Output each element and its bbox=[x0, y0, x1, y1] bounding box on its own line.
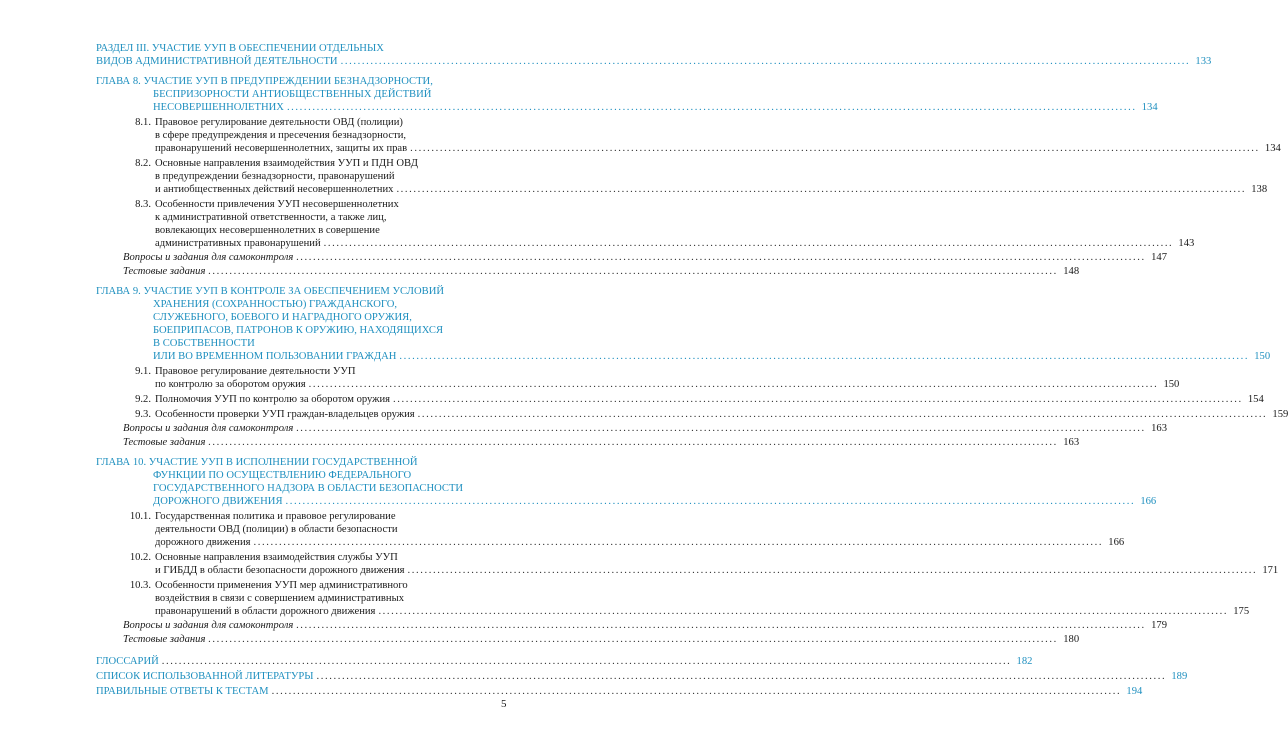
toc-section-8-1[interactable] bbox=[96, 116, 1281, 155]
section-title-line: к административной ответственности, а также лиц, bbox=[155, 212, 387, 223]
toc-chapter-10-tests[interactable] bbox=[96, 633, 1080, 646]
toc-chapter-9[interactable] bbox=[96, 285, 1271, 363]
toc-section-10-3[interactable] bbox=[96, 579, 1250, 618]
tests-page: 148 bbox=[1063, 266, 1080, 277]
section-page: 159 bbox=[1272, 409, 1288, 420]
toc-chapter-8-title-end: НЕСОВЕРШЕННОЛЕТНИХ bbox=[153, 102, 284, 113]
answers-page: 194 bbox=[1126, 686, 1143, 697]
section-title-end: дорожного движения bbox=[155, 537, 251, 548]
section-page: 154 bbox=[1247, 394, 1264, 405]
leader-dots: ........................................................................................................................................................................................................ bbox=[208, 266, 1059, 277]
section-title-line: Особенности привлечения УУП несовершеннолетних bbox=[155, 199, 399, 210]
leader-dots: ........................................................................................................................................................................................................ bbox=[296, 620, 1146, 631]
toc-references[interactable] bbox=[96, 670, 1188, 683]
section-title-line: Правовое регулирование деятельности УУП bbox=[155, 366, 356, 377]
toc-chapter-9-title-end: ИЛИ ВО ВРЕМЕННОМ ПОЛЬЗОВАНИИ ГРАЖДАН bbox=[153, 351, 397, 362]
section-title-end: по контролю за оборотом оружия bbox=[155, 379, 306, 390]
section-page: 143 bbox=[1178, 238, 1195, 249]
toc-chapter-10-title-line: ГОСУДАРСТВЕННОГО НАДЗОРА В ОБЛАСТИ БЕЗОПАСНОСТИ bbox=[153, 483, 464, 494]
questions-page: 179 bbox=[1151, 620, 1167, 631]
toc-part-3-title: РАЗДЕЛ III. УЧАСТИЕ УУП В ОБЕСПЕЧЕНИИ ОТДЕЛЬНЫХ bbox=[96, 43, 384, 54]
section-title-line: Правовое регулирование деятельности ОВД (полиции) bbox=[155, 117, 403, 128]
section-page: 150 bbox=[1163, 379, 1180, 390]
section-title-line: в сфере предупреждения и пресечения безнадзорности, bbox=[155, 130, 407, 141]
section-page: 175 bbox=[1233, 606, 1250, 617]
toc-chapter-8-questions[interactable] bbox=[96, 251, 1167, 264]
tests-label: Тестовые задания bbox=[123, 266, 206, 277]
toc-chapter-10-title-end: ДОРОЖНОГО ДВИЖЕНИЯ bbox=[153, 496, 283, 507]
section-number: 9.3. bbox=[135, 409, 151, 420]
section-title-line: Особенности применения УУП мер административного bbox=[155, 580, 408, 591]
questions-label: Вопросы и задания для самоконтроля bbox=[123, 423, 294, 434]
answers-label: ПРАВИЛЬНЫЕ ОТВЕТЫ К ТЕСТАМ bbox=[96, 686, 269, 697]
toc-section-9-2[interactable] bbox=[96, 393, 1264, 406]
leader-dots: ........................................................................................................................................................................................................ bbox=[208, 437, 1059, 448]
section-page: 134 bbox=[1264, 143, 1281, 154]
toc-chapter-8-title-line: БЕСПРИЗОРНОСТИ АНТИОБЩЕСТВЕННЫХ ДЕЙСТВИЙ bbox=[153, 89, 432, 100]
section-number: 10.2. bbox=[129, 552, 151, 563]
section-number: 9.2. bbox=[135, 394, 151, 405]
toc-chapter-9-questions[interactable] bbox=[96, 422, 1167, 435]
toc-chapter-10-questions[interactable] bbox=[96, 619, 1167, 632]
toc-chapter-8-tests[interactable] bbox=[96, 265, 1080, 278]
section-title-line: Государственная политика и правовое регулирование bbox=[155, 511, 396, 522]
section-number: 10.3. bbox=[129, 580, 151, 591]
section-page: 166 bbox=[1108, 537, 1125, 548]
leader-dots: ........................................................................................................................................................................................................ bbox=[208, 634, 1059, 645]
leader-dots: ........................................................................................................................................................................................................ bbox=[378, 606, 1229, 617]
toc-chapter-8-heading: ГЛАВА 8. УЧАСТИЕ УУП В ПРЕДУПРЕЖДЕНИИ БЕЗНАДЗОРНОСТИ, bbox=[96, 76, 433, 87]
leader-dots: ........................................................................................................................................................................................................ bbox=[407, 565, 1258, 576]
toc-chapter-8[interactable] bbox=[96, 75, 1158, 114]
leader-dots: ........................................................................................................................................................................................................ bbox=[410, 143, 1260, 154]
section-title-end: и ГИБДД в области безопасности дорожного движения bbox=[155, 565, 405, 576]
section-number: 10.1. bbox=[129, 511, 151, 522]
section-number: 8.2. bbox=[135, 158, 151, 169]
glossary-label: ГЛОССАРИЙ bbox=[96, 656, 159, 667]
section-title-line: Основные направления взаимодействия УУП и ПДН ОВД bbox=[155, 158, 418, 169]
section-page: 138 bbox=[1251, 184, 1268, 195]
leader-dots: ........................................................................................................................................................................................................ bbox=[323, 238, 1174, 249]
leader-dots: ........................................................................................................................................................................................................ bbox=[296, 423, 1146, 434]
references-label: СПИСОК ИСПОЛЬЗОВАННОЙ ЛИТЕРАТУРЫ bbox=[96, 671, 314, 682]
section-title-line: деятельности ОВД (полиции) в области безопасности bbox=[155, 524, 398, 535]
leader-dots: ........................................................................................................................................................................................................ bbox=[161, 656, 1012, 667]
section-number: 9.1. bbox=[135, 366, 151, 377]
questions-label: Вопросы и задания для самоконтроля bbox=[123, 252, 294, 263]
toc-chapter-10-page: 166 bbox=[1140, 496, 1157, 507]
toc-chapter-9-heading: ГЛАВА 9. УЧАСТИЕ УУП В КОНТРОЛЕ ЗА ОБЕСПЕЧЕНИЕМ УСЛОВИЙ bbox=[96, 286, 445, 297]
section-title-end: правонарушений несовершеннолетних, защиты их прав bbox=[155, 143, 408, 154]
toc-part-3-page: 133 bbox=[1195, 56, 1212, 67]
leader-dots: ........................................................................................................................................................................................................ bbox=[296, 252, 1146, 263]
questions-page: 147 bbox=[1151, 252, 1167, 263]
section-title-line: Основные направления взаимодействия службы УУП bbox=[155, 552, 398, 563]
toc-part-3[interactable] bbox=[96, 42, 1212, 68]
section-number: 8.1. bbox=[135, 117, 151, 128]
section-title-end: правонарушений в области дорожного движения bbox=[155, 606, 376, 617]
leader-dots: ........................................................................................................................................................................................................ bbox=[285, 496, 1136, 507]
glossary-page: 182 bbox=[1016, 656, 1033, 667]
toc-section-8-2[interactable] bbox=[96, 157, 1268, 196]
leader-dots: ........................................................................................................................................................................................................ bbox=[340, 56, 1191, 67]
leader-dots: ........................................................................................................................................................................................................ bbox=[393, 394, 1243, 405]
section-title-line: воздействия в связи с совершением административных bbox=[155, 593, 405, 604]
toc-chapter-9-title-line: БОЕПРИПАСОВ, ПАТРОНОВ К ОРУЖИЮ, НАХОДЯЩИХСЯ bbox=[153, 325, 444, 336]
page-number: 5 bbox=[501, 698, 507, 710]
section-number: 8.3. bbox=[135, 199, 151, 210]
toc-answers[interactable] bbox=[96, 685, 1143, 698]
toc-chapter-10[interactable] bbox=[96, 456, 1157, 508]
toc-chapter-9-tests[interactable] bbox=[96, 436, 1080, 449]
toc-chapter-10-title-line: ФУНКЦИИ ПО ОСУЩЕСТВЛЕНИЮ ФЕДЕРАЛЬНОГО bbox=[153, 470, 412, 481]
toc-section-9-3[interactable] bbox=[96, 408, 1288, 421]
toc-chapter-8-page: 134 bbox=[1141, 102, 1158, 113]
section-title-line: в предупреждении безнадзорности, правонарушений bbox=[155, 171, 395, 182]
references-page: 189 bbox=[1171, 671, 1188, 682]
tests-page: 163 bbox=[1063, 437, 1080, 448]
section-page: 171 bbox=[1262, 565, 1279, 576]
toc-part-3-title-end: ВИДОВ АДМИНИСТРАТИВНОЙ ДЕЯТЕЛЬНОСТИ bbox=[96, 56, 338, 67]
toc-section-10-1[interactable] bbox=[96, 510, 1125, 549]
section-title-end: и антиобщественных действий несовершеннолетних bbox=[155, 184, 394, 195]
leader-dots: ........................................................................................................................................................................................................ bbox=[286, 102, 1137, 113]
leader-dots: ........................................................................................................................................................................................................ bbox=[396, 184, 1247, 195]
toc-chapter-9-title-line: В СОБСТВЕННОСТИ bbox=[153, 338, 255, 349]
toc-chapter-9-title-line: ХРАНЕНИЯ (СОХРАННОСТЬЮ) ГРАЖДАНСКОГО, bbox=[153, 299, 397, 310]
leader-dots: ........................................................................................................................................................................................................ bbox=[308, 379, 1159, 390]
toc-chapter-10-heading: ГЛАВА 10. УЧАСТИЕ УУП В ИСПОЛНЕНИИ ГОСУДАРСТВЕННОЙ bbox=[96, 457, 418, 468]
toc-chapter-9-page: 150 bbox=[1254, 351, 1271, 362]
leader-dots: ........................................................................................................................................................................................................ bbox=[399, 351, 1250, 362]
tests-label: Тестовые задания bbox=[123, 634, 206, 645]
section-title-end: административных правонарушений bbox=[155, 238, 321, 249]
questions-label: Вопросы и задания для самоконтроля bbox=[123, 620, 294, 631]
questions-page: 163 bbox=[1151, 423, 1167, 434]
table-of-contents bbox=[96, 42, 1288, 698]
leader-dots: ........................................................................................................................................................................................................ bbox=[271, 686, 1122, 697]
section-title-end: Особенности проверки УУП граждан-владельцев оружия bbox=[155, 409, 415, 420]
toc-section-9-1[interactable] bbox=[96, 365, 1180, 391]
tests-label: Тестовые задания bbox=[123, 437, 206, 448]
toc-section-10-2[interactable] bbox=[96, 551, 1279, 577]
toc-glossary[interactable] bbox=[96, 655, 1033, 668]
section-title-end: Полномочия УУП по контролю за оборотом оружия bbox=[155, 394, 391, 405]
toc-chapter-9-title-line: СЛУЖЕБНОГО, БОЕВОГО И НАГРАДНОГО ОРУЖИЯ, bbox=[153, 312, 412, 323]
leader-dots: ........................................................................................................................................................................................................ bbox=[253, 537, 1104, 548]
section-title-line: вовлекающих несовершеннолетних в совершение bbox=[155, 225, 380, 236]
toc-section-8-3[interactable] bbox=[96, 198, 1195, 250]
tests-page: 180 bbox=[1063, 634, 1080, 645]
leader-dots: ........................................................................................................................................................................................................ bbox=[417, 409, 1268, 420]
leader-dots: ........................................................................................................................................................................................................ bbox=[316, 671, 1167, 682]
